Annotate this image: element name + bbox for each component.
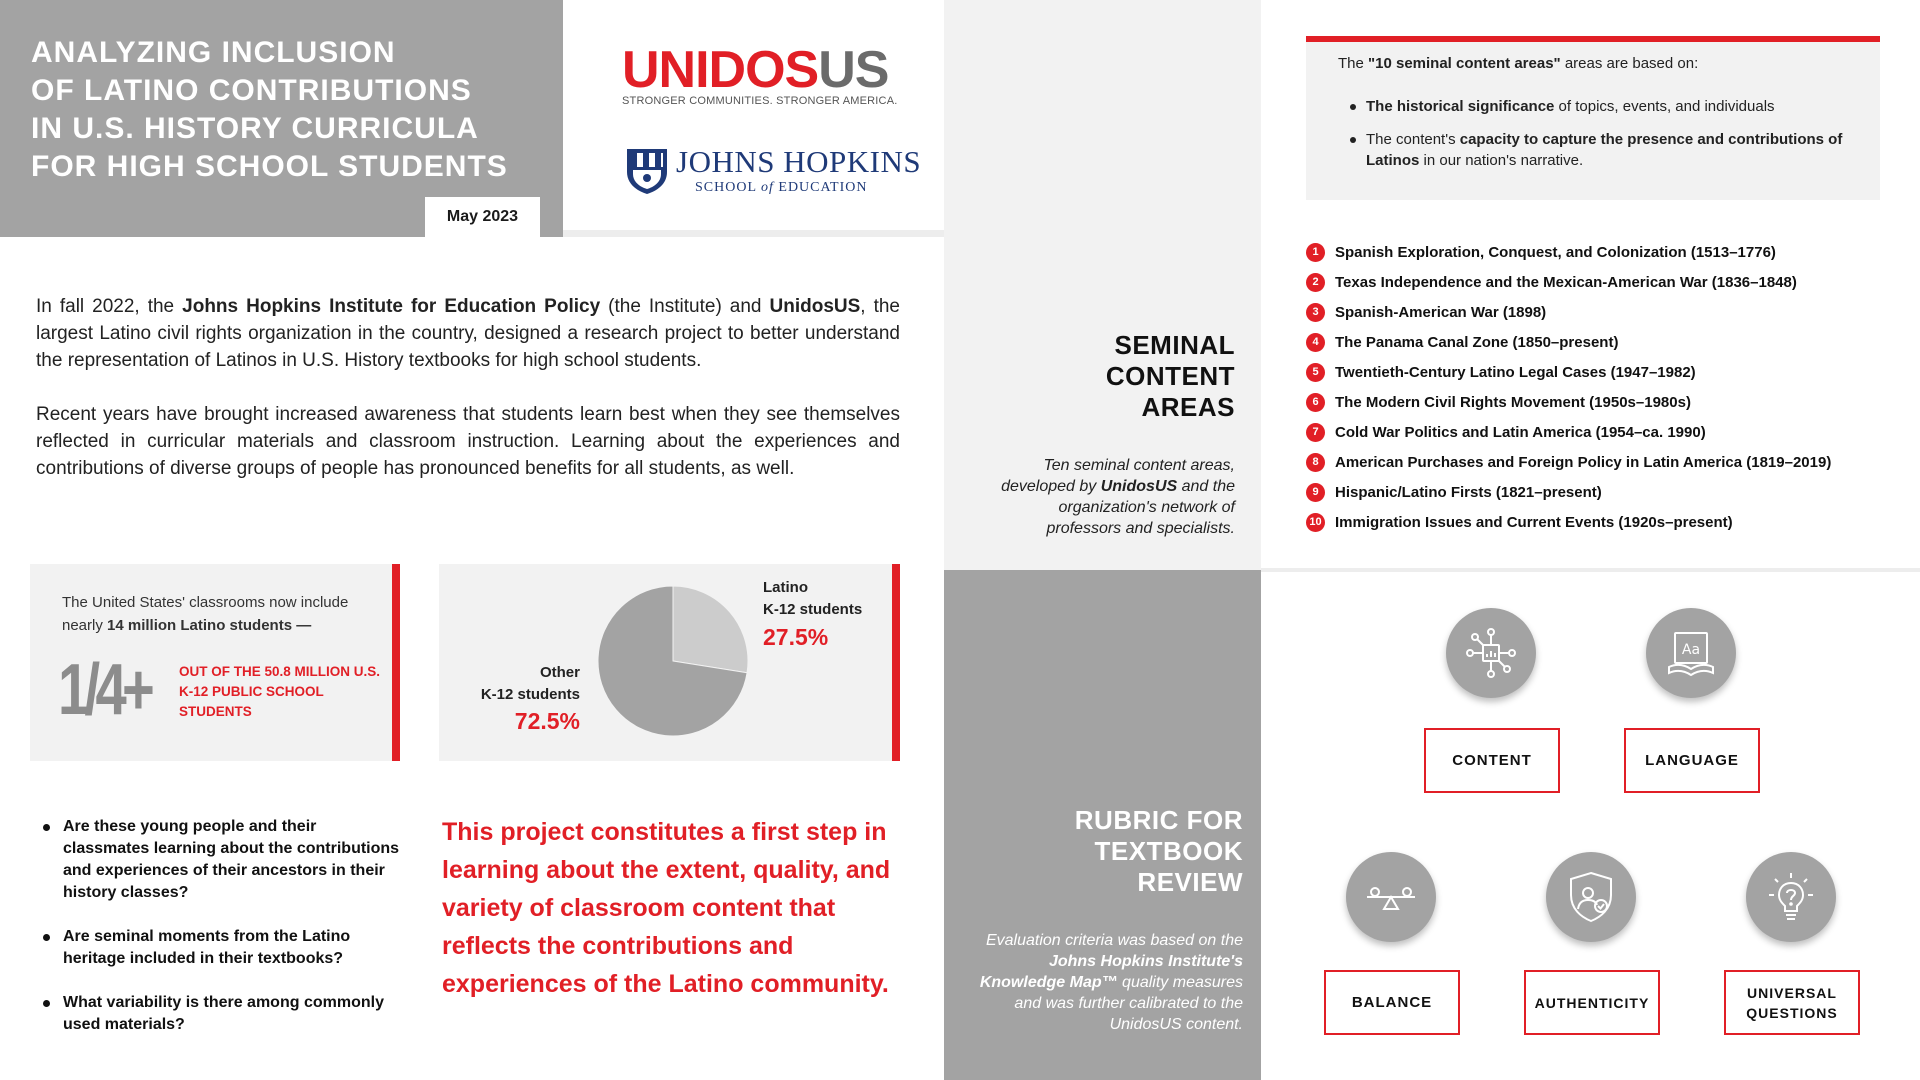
criterion-balance: BALANCE	[1324, 970, 1460, 1035]
closing-statement: This project constitutes a first step in learning about the extent, quality, and variety of classroom content that reflects the contributions and experiences of the Latino community.	[442, 818, 891, 998]
criterion-universal-questions: UNIVERSAL QUESTIONS	[1724, 970, 1860, 1035]
question-item: Are seminal moments from the Latino heritage included in their textbooks?	[40, 926, 400, 970]
area-item	[1306, 477, 1906, 507]
heading-line: CONTENT	[1105, 361, 1235, 391]
text: Evaluation criteria was based on the	[985, 932, 1243, 949]
info-item	[1348, 129, 1868, 171]
divider	[1261, 568, 1920, 572]
text: In fall 2022, the	[36, 296, 183, 317]
text: The	[1338, 55, 1369, 72]
question-item: Are these young people and their classmates learning about the contributions and experiences of their ancestors in their history classes?	[40, 816, 400, 904]
heading-line: TEXTBOOK	[1094, 836, 1243, 866]
svg-text:Aa: Aa	[1681, 642, 1701, 658]
unidosus-logo	[622, 42, 889, 98]
logo-text-red: UNIDOS	[622, 41, 819, 99]
pie-slice-latino	[673, 586, 748, 673]
area-item	[1306, 357, 1906, 387]
area-label: Spanish-American War (1898)	[1335, 303, 1547, 321]
text: The United States' classrooms now include nearly	[62, 594, 349, 634]
criterion-content: CONTENT	[1424, 728, 1560, 793]
latino-percentage: 27.5%	[763, 624, 829, 650]
latino-label	[763, 577, 862, 621]
divider	[563, 230, 944, 237]
info-intro	[1338, 55, 1698, 72]
title-line: IN U.S. HISTORY CURRICULA	[31, 112, 479, 145]
text: , the largest Latino civil rights organization in the country, designed a research project to better understand the representation of Latinos in U.S. History textbooks for high school students.	[36, 296, 900, 371]
title-line: ANALYZING INCLUSION	[31, 36, 396, 69]
question-item: What variability is there among commonly used materials?	[40, 992, 400, 1036]
number-badge: 5	[1306, 363, 1325, 382]
other-percentage: 72.5%	[514, 708, 580, 734]
area-item	[1306, 297, 1906, 327]
accent-bar	[392, 564, 400, 761]
page-title	[31, 34, 551, 186]
stat-intro	[62, 591, 392, 637]
area-label: The Panama Canal Zone (1850–present)	[1335, 333, 1619, 351]
area-item	[1306, 237, 1906, 267]
other-label	[472, 662, 580, 706]
area-label: Immigration Issues and Current Events (1920s–present)	[1335, 513, 1733, 531]
text: Ten seminal content areas, developed by	[1001, 457, 1235, 495]
text-bold: The historical significance	[1366, 98, 1555, 115]
text: areas are based on:	[1560, 55, 1699, 72]
label-line: K-12 students	[480, 686, 580, 703]
text-bold: UnidosUS	[1100, 478, 1178, 495]
text: of topics, events, and individuals	[1554, 98, 1775, 115]
text-bold: Johns Hopkins Institute for Education Policy	[182, 296, 601, 317]
research-questions	[40, 816, 400, 1058]
title-line: OF LATINO CONTRIBUTIONS	[31, 74, 472, 107]
seminal-areas-list	[1306, 237, 1906, 537]
label-line: K-12 students	[763, 601, 863, 618]
area-label: Spanish Exploration, Conquest, and Colonization (1513–1776)	[1335, 243, 1776, 261]
text: (the Institute) and	[600, 296, 770, 317]
number-badge: 8	[1306, 453, 1325, 472]
text-bold: Johns Hopkins Institute's Knowledge Map™	[979, 953, 1243, 991]
heading-line: REVIEW	[1137, 867, 1243, 897]
area-label: The Modern Civil Rights Movement (1950s–1980s)	[1335, 393, 1691, 411]
pie-chart	[597, 585, 749, 737]
rubric-heading	[980, 805, 1243, 898]
number-badge: 6	[1306, 393, 1325, 412]
area-label: American Purchases and Foreign Policy in Latin America (1819–2019)	[1335, 453, 1832, 471]
text: and the organization's network of professors and specialists.	[1046, 478, 1235, 537]
label-line: Latino	[763, 579, 808, 596]
number-badge: 2	[1306, 273, 1325, 292]
label-line: Other	[539, 664, 580, 681]
info-item	[1348, 96, 1868, 117]
number-badge: 9	[1306, 483, 1325, 502]
stat-fraction: 1/4+	[58, 650, 151, 730]
title-line: FOR HIGH SCHOOL STUDENTS	[31, 150, 508, 183]
jhu-school	[695, 180, 868, 196]
criterion-language: LANGUAGE	[1624, 728, 1760, 793]
area-item	[1306, 447, 1906, 477]
logo-text-gray: US	[818, 41, 889, 99]
jhu-shield-icon	[624, 146, 670, 196]
area-label: Hispanic/Latino Firsts (1821–present)	[1335, 483, 1602, 501]
seminal-description	[980, 455, 1235, 539]
area-item	[1306, 507, 1906, 537]
number-badge: 4	[1306, 333, 1325, 352]
text: in our nation's narrative.	[1419, 152, 1584, 169]
text: quality measures and was further calibrated to the UnidosUS content.	[1014, 974, 1243, 1033]
jhu-sub-text: EDUCATION	[773, 180, 868, 195]
area-item	[1306, 417, 1906, 447]
info-list	[1348, 96, 1868, 183]
date-label: May 2023	[425, 197, 540, 237]
heading-line: AREAS	[1141, 392, 1235, 422]
heading-line: RUBRIC FOR	[1074, 805, 1243, 835]
number-badge: 7	[1306, 423, 1325, 442]
number-badge: 10	[1306, 513, 1325, 532]
jhu-name: JOHNS HOPKINS	[676, 144, 922, 179]
lightbulb-question-icon	[1746, 852, 1836, 942]
text-bold: UnidosUS	[769, 296, 861, 317]
seesaw-icon	[1346, 852, 1436, 942]
area-item	[1306, 387, 1906, 417]
seminal-heading	[980, 330, 1235, 423]
heading-line: SEMINAL	[1114, 330, 1235, 360]
unidosus-tagline: STRONGER COMMUNITIES. STRONGER AMERICA.	[622, 95, 898, 107]
rubric-description	[962, 930, 1243, 1035]
area-item	[1306, 267, 1906, 297]
shield-person-icon	[1546, 852, 1636, 942]
area-label: Texas Independence and the Mexican-American War (1836–1848)	[1335, 273, 1797, 291]
area-label: Twentieth-Century Latino Legal Cases (1947–1982)	[1335, 363, 1696, 381]
jhu-sub-of: of	[761, 180, 774, 195]
book-icon	[1646, 608, 1736, 698]
area-item	[1306, 327, 1906, 357]
intro-paragraph: Recent years have brought increased awareness that students learn best when they see themselves reflected in curricular materials and classroom instruction. Learning about the experiences and contributions of diverse groups of people has pronounced benefits for all students, as well.	[36, 404, 900, 479]
number-badge: 1	[1306, 243, 1325, 262]
criterion-authenticity: AUTHENTICITY	[1524, 970, 1660, 1035]
area-label: Cold War Politics and Latin America (1954–ca. 1990)	[1335, 423, 1706, 441]
network-icon	[1446, 608, 1536, 698]
text-bold: capacity to capture the presence and contributions of Latinos	[1366, 131, 1843, 169]
jhu-sub-text: SCHOOL	[695, 180, 761, 195]
text-bold: 14 million Latino students —	[107, 617, 312, 634]
stat-detail: OUT OF THE 50.8 MILLION U.S. K-12 PUBLIC SCHOOL STUDENTS	[179, 664, 381, 719]
accent-bar	[892, 564, 900, 761]
text-bold: "10 seminal content areas"	[1368, 55, 1561, 72]
intro-paragraph	[36, 293, 900, 374]
number-badge: 3	[1306, 303, 1325, 322]
text: The content's	[1366, 131, 1460, 148]
